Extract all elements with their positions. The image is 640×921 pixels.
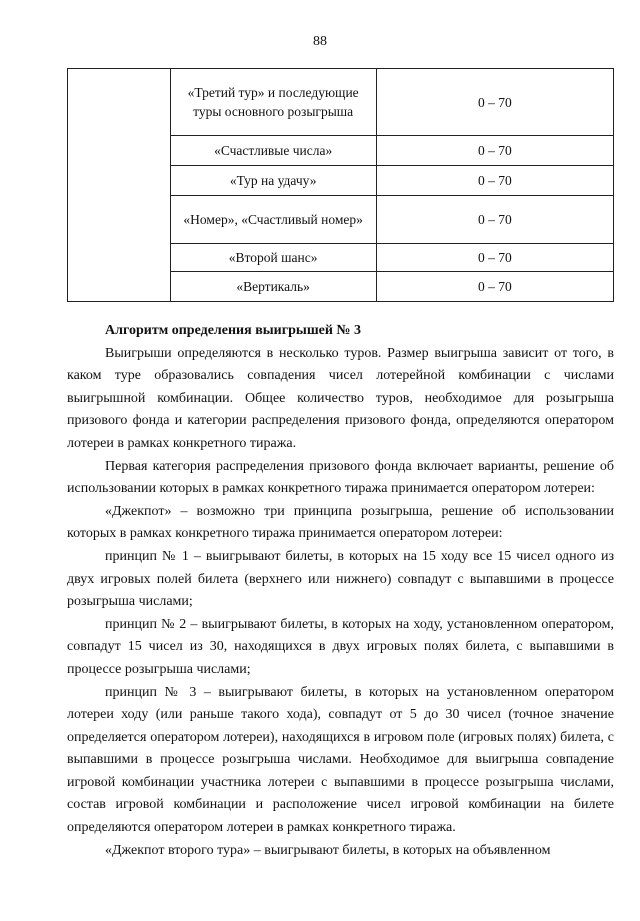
category-cell: «Третий тур» и последующие туры основного розыгрыша [170,69,376,136]
page-number: 88 [313,34,327,49]
category-cell: «Вертикаль» [170,272,376,302]
paragraph: «Джекпот» – возможно три принципа розыгрыша, решение об использовании которых в рамках конкретного тиража принимается оператором лотереи: [67,503,614,542]
prize-distribution-table [67,68,614,302]
range-cell: 0 – 70 [376,69,613,136]
table-empty-cell [68,69,171,302]
range-cell: 0 – 70 [376,166,613,196]
category-cell: «Тур на удачу» [170,166,376,196]
table-row [68,69,614,136]
paragraph: принцип № 1 – выигрывают билеты, в которых на 15 ходу все 15 чисел одного из двух игровых полей билета (верхнего или нижнего) совпадут с выпавшими в процессе розыгрыша числами; [67,548,614,610]
paragraph: принцип № 2 – выигрывают билеты, в которых на ходу, установленном оператором, совпадут 15 чисел из 30, находящихся в двух игровых полях билета, с выпавшими в процессе розыгрыша числами; [67,616,614,677]
range-cell: 0 – 70 [376,244,613,272]
paragraph: «Джекпот второго тура» – выигрывают билеты, в которых на объявленном [105,842,551,858]
range-cell: 0 – 70 [376,196,613,244]
category-cell: «Счастливые числа» [170,136,376,166]
range-cell: 0 – 70 [376,272,613,302]
category-cell: «Второй шанс» [170,244,376,272]
section-heading: Алгоритм определения выигрышей № 3 [105,323,361,338]
document-body [67,320,614,862]
category-cell: «Номер», «Счастливый номер» [170,196,376,244]
paragraph: Первая категория распределения призового фонда включает варианты, решение об использовании которых в рамках конкретного тиража принимается оператором лотереи: [67,458,614,497]
range-cell: 0 – 70 [376,136,613,166]
paragraph: Выигрыши определяются в несколько туров. Размер выигрыша зависит от того, в каком туре образовались совпадения чисел лотерейной комбинации с числами выигрышной комбинации. Общее количество туров, необходимое для розыгрыша призового фонда и категории распределения призового фонда, определяются оператором лотереи в рамках конкретного тиража. [67,345,614,451]
paragraph: принцип № 3 – выигрывают билеты, в которых на установленном оператором лотереи ходу (или раньше такого хода), совпадут от 5 до 30 чисел (точное значение определяется оператором лотереи), находящихся в игровом поле (игровых полях) билета, с выпавшими в процессе розыгрыша числами. Необходимое для выигрыша совпадение игровой комбинации участника лотереи с выпавшими в процессе розыгрыша числами, состав игровой комбинации и расположение чисел игровой комбинации на билете определяются оператором лотереи в рамках конкретного тиража. [67,684,614,836]
